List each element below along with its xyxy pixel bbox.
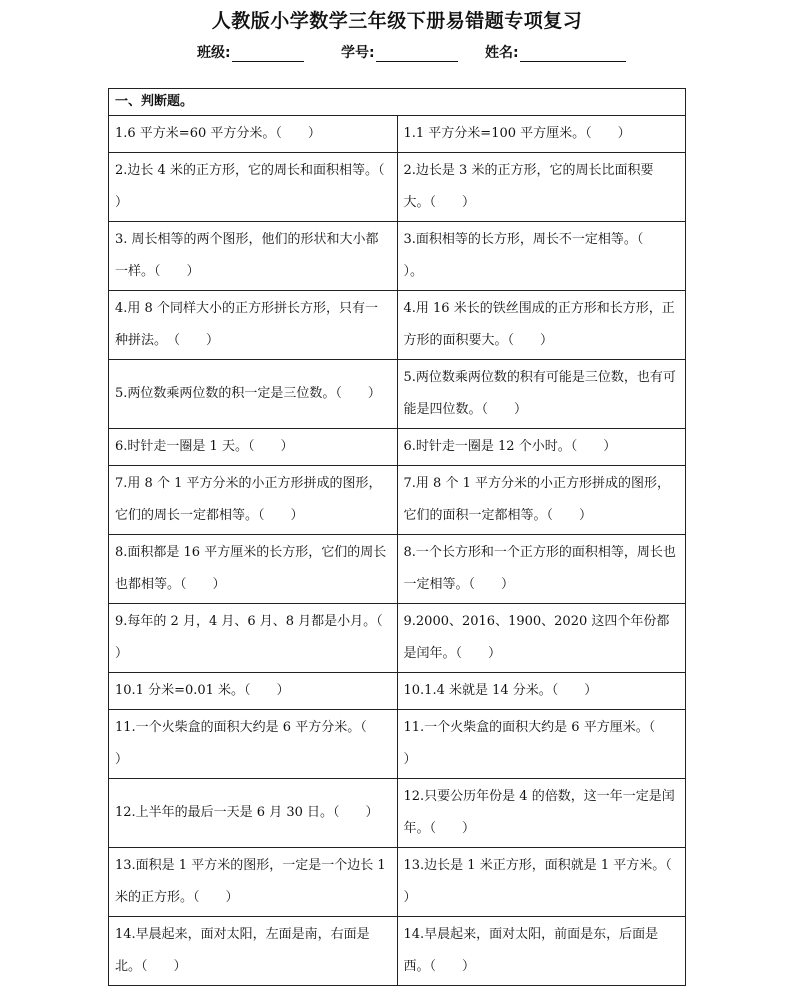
question-right: 1.1 平方分米=100 平方厘米。（ ） [397,116,686,153]
class-label: 班级: [197,45,231,61]
question-right: 7.用 8 个 1 平方分米的小正方形拼成的图形，它们的面积一定都相等。（ ） [397,466,686,535]
question-left: 11.一个火柴盒的面积大约是 6 平方分米。（ ） [109,710,398,779]
student-info-row [0,42,794,66]
question-left: 6.时针走一圈是 1 天。（ ） [109,429,398,466]
question-row [109,291,686,360]
question-row [109,222,686,291]
question-right: 11.一个火柴盒的面积大约是 6 平方厘米。（ ） [397,710,686,779]
name-field [485,42,626,62]
question-left: 10.1 分米=0.01 米。（ ） [109,673,398,710]
question-left: 13.面积是 1 平方米的图形，一定是一个边长 1 米的正方形。（ ） [109,848,398,917]
number-blank[interactable] [376,45,458,62]
question-row [109,779,686,848]
question-right: 2.边长是 3 米的正方形，它的周长比面积要大。（ ） [397,153,686,222]
question-row [109,710,686,779]
class-blank[interactable] [232,45,304,62]
question-left: 9.每年的 2 月，4 月、6 月、8 月都是小月。（ ） [109,604,398,673]
question-right: 12.只要公历年份是 4 的倍数，这一年一定是闰年。（ ） [397,779,686,848]
question-left: 8.面积都是 16 平方厘米的长方形，它们的周长也都相等。（ ） [109,535,398,604]
question-left: 14.早晨起来，面对太阳，左面是南，右面是北。（ ） [109,917,398,986]
question-left: 3. 周长相等的两个图形，他们的形状和大小都一样。（ ） [109,222,398,291]
question-row [109,917,686,986]
question-right: 4.用 16 米长的铁丝围成的正方形和长方形，正方形的面积要大。（ ） [397,291,686,360]
section-title: 一、判断题。 [109,89,686,116]
question-row [109,429,686,466]
name-label: 姓名: [485,45,519,61]
number-field [341,42,458,62]
question-right: 6.时针走一圈是 12 个小时。（ ） [397,429,686,466]
question-right: 9.2000、2016、1900、2020 这四个年份都是闰年。（ ） [397,604,686,673]
question-left: 4.用 8 个同样大小的正方形拼长方形，只有一种拼法。 （ ） [109,291,398,360]
question-right: 5.两位数乘两位数的积有可能是三位数，也有可能是四位数。（ ） [397,360,686,429]
number-label: 学号: [341,45,375,61]
section-header-row [109,89,686,116]
question-row [109,848,686,917]
question-row [109,466,686,535]
question-left: 2.边长 4 米的正方形，它的周长和面积相等。（ ） [109,153,398,222]
question-row [109,604,686,673]
question-left: 5.两位数乘两位数的积一定是三位数。（ ） [109,360,398,429]
question-right: 14.早晨起来，面对太阳，前面是东，后面是西。（ ） [397,917,686,986]
class-field [197,42,304,62]
question-right: 3.面积相等的长方形，周长不一定相等。（ ）。 [397,222,686,291]
question-row [109,153,686,222]
judgment-table [108,88,698,986]
question-left: 12.上半年的最后一天是 6 月 30 日。（ ） [109,779,398,848]
question-right: 10.1.4 米就是 14 分米。（ ） [397,673,686,710]
question-left: 1.6 平方米=60 平方分米。（ ） [109,116,398,153]
question-row [109,116,686,153]
question-right: 8.一个长方形和一个正方形的面积相等，周长也一定相等。（ ） [397,535,686,604]
question-left: 7.用 8 个 1 平方分米的小正方形拼成的图形，它们的周长一定都相等。（ ） [109,466,398,535]
question-row [109,535,686,604]
name-blank[interactable] [520,45,626,62]
question-row [109,360,686,429]
question-row [109,673,686,710]
page-title: 人教版小学数学三年级下册易错题专项复习 [211,10,583,32]
question-right: 13.边长是 1 米正方形，面积就是 1 平方米。（ ） [397,848,686,917]
